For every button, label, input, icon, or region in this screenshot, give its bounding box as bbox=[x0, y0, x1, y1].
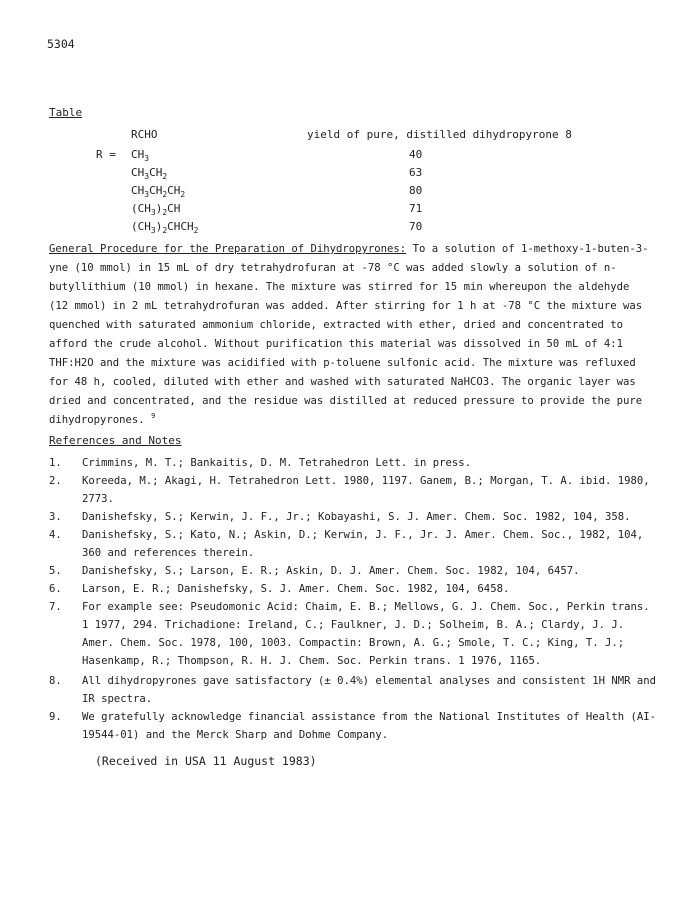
procedure-lead: General Procedure for the Preparation of Dihydropyrones: bbox=[49, 243, 407, 255]
r-label: R = bbox=[96, 148, 116, 161]
reference-number: 3. bbox=[49, 511, 62, 523]
table-row-yield: 40 bbox=[409, 148, 423, 161]
reference-number: 6. bbox=[49, 583, 62, 595]
formula-subscript: 3 bbox=[144, 154, 150, 163]
formula-subscript: 3 bbox=[144, 172, 150, 181]
page-number: 5304 bbox=[47, 37, 75, 51]
reference-text: Larson, E. R.; Danishefsky, S. J. Amer. Chem. Soc. 1982, 104, 6458. bbox=[82, 583, 510, 595]
reference-number: 2. bbox=[49, 475, 62, 487]
reference-item bbox=[49, 598, 659, 670]
reference-text: Danishefsky, S.; Kerwin, J. F., Jr.; Kobayashi, S. J. Amer. Chem. Soc. 1982, 104, 358. bbox=[82, 511, 631, 523]
formula-text: (CH bbox=[131, 202, 151, 215]
table-row-formula bbox=[131, 166, 167, 179]
formula-text: CH bbox=[167, 202, 181, 215]
references-title: References and Notes bbox=[49, 434, 182, 447]
formula-text: CH bbox=[149, 184, 163, 197]
formula-text: ) bbox=[155, 220, 163, 233]
reference-item bbox=[49, 672, 659, 708]
reference-number: 8. bbox=[49, 675, 62, 687]
formula-subscript: 2 bbox=[162, 226, 168, 235]
reference-item bbox=[49, 454, 659, 472]
table-row-formula bbox=[131, 220, 198, 233]
reference-item bbox=[49, 508, 659, 526]
reference-item bbox=[49, 708, 659, 744]
reference-number: 4. bbox=[49, 529, 62, 541]
table-header-ref: 8 bbox=[565, 128, 572, 141]
formula-text: CH bbox=[167, 184, 181, 197]
reference-number: 1. bbox=[49, 457, 62, 469]
table-header-rcho: RCHO bbox=[131, 128, 158, 141]
table-row-yield: 70 bbox=[409, 220, 423, 233]
formula-subscript: 3 bbox=[144, 190, 150, 199]
formula-subscript: 3 bbox=[150, 208, 156, 217]
reference-item bbox=[49, 472, 659, 508]
formula-subscript: 2 bbox=[162, 172, 168, 181]
reference-text: Danishefsky, S.; Kato, N.; Askin, D.; Kerwin, J. F., Jr. J. Amer. Chem. Soc., 1982, 104, 360 and references therein. bbox=[82, 529, 644, 559]
table-header-yield-text: yield of pure, distilled dihydropyrone bbox=[307, 128, 559, 141]
formula-subscript: 2 bbox=[193, 226, 199, 235]
reference-item bbox=[49, 562, 659, 580]
formula-text: ) bbox=[155, 202, 163, 215]
reference-text: Crimmins, M. T.; Bankaitis, D. M. Tetrahedron Lett. in press. bbox=[82, 457, 472, 469]
table-header-yield bbox=[307, 128, 572, 141]
table-row-yield: 63 bbox=[409, 166, 423, 179]
procedure-paragraph bbox=[49, 240, 649, 431]
procedure-body: To a solution of 1-methoxy-1-buten-3-yne (10 mmol) in 15 mL of dry tetrahydrofuran at -78 °C was added slowly a solution of n-butyllithium (10 mmol) in hexane. The mixture was stirred for 15 min whereupon the aldehyde (12 mmol) in 2 mL tetrahydrofuran was added. After stirring for 1 h at -78 °C the mixture was quenched with saturated ammonium chloride, extracted with ether, dried and concentrated to afford the crude alcohol. Without purification this material was dissolved in 50 mL of 4:1 THF:H2O and the mixture was acidified with p-toluene sulfonic acid. The mixture was refluxed for 48 h, cooled, diluted with ether and washed with saturated NaHCO3. The organic layer was dried and concentrated, and the residue was distilled at reduced pressure to provide the pure dihydropyrones. bbox=[49, 243, 649, 426]
table-row-yield: 71 bbox=[409, 202, 423, 215]
formula-subscript: 2 bbox=[180, 190, 186, 199]
reference-number: 9. bbox=[49, 711, 62, 723]
reference-text: For example see: Pseudomonic Acid: Chaim, E. B.; Mellows, G. J. Chem. Soc., Perkin trans. 1 1977, 294. Trichadione: Ireland, C.; Faulkner, J. D.; Solheim, B. A.; Clardy, J. J. Amer. Chem. Soc. 1978, 100, 1003. Compactin: Brown, A. G.; Smole, T. C.; King, T. J.; Hasenkamp, R.; Thompson, R. H. J. Chem. Soc. Perkin trans. 1 1976, 1165. bbox=[82, 601, 650, 667]
table-row-formula bbox=[131, 184, 185, 197]
table-title: Table bbox=[49, 106, 83, 119]
formula-text: CH bbox=[131, 148, 145, 161]
formula-subscript: 3 bbox=[150, 226, 156, 235]
table-row-formula bbox=[131, 148, 149, 161]
formula-text: (CH bbox=[131, 220, 151, 233]
reference-text: Danishefsky, S.; Larson, E. R.; Askin, D. J. Amer. Chem. Soc. 1982, 104, 6457. bbox=[82, 565, 580, 577]
reference-text: Koreeda, M.; Akagi, H. Tetrahedron Lett. 1980, 1197. Ganem, B.; Morgan, T. A. ibid. 1980, 2773. bbox=[82, 475, 650, 505]
reference-text: We gratefully acknowledge financial assistance from the National Institutes of Health (AI-19544-01) and the Merck Sharp and Dohme Company. bbox=[82, 711, 657, 741]
reference-item bbox=[49, 580, 659, 598]
formula-text: CH bbox=[131, 166, 145, 179]
formula-text: CH bbox=[149, 166, 163, 179]
reference-item bbox=[49, 526, 659, 562]
table-row-formula bbox=[131, 202, 180, 215]
received-date: (Received in USA 11 August 1983) bbox=[95, 754, 317, 768]
formula-text: CHCH bbox=[167, 220, 194, 233]
reference-number: 7. bbox=[49, 601, 62, 613]
reference-number: 5. bbox=[49, 565, 62, 577]
formula-subscript: 2 bbox=[162, 208, 168, 217]
table-row-yield: 80 bbox=[409, 184, 423, 197]
formula-text: CH bbox=[131, 184, 145, 197]
reference-text: All dihydropyrones gave satisfactory (± 0.4%) elemental analyses and consistent 1H NMR and IR spectra. bbox=[82, 675, 657, 705]
procedure-ref-mark: 9 bbox=[151, 412, 156, 420]
formula-subscript: 2 bbox=[162, 190, 168, 199]
